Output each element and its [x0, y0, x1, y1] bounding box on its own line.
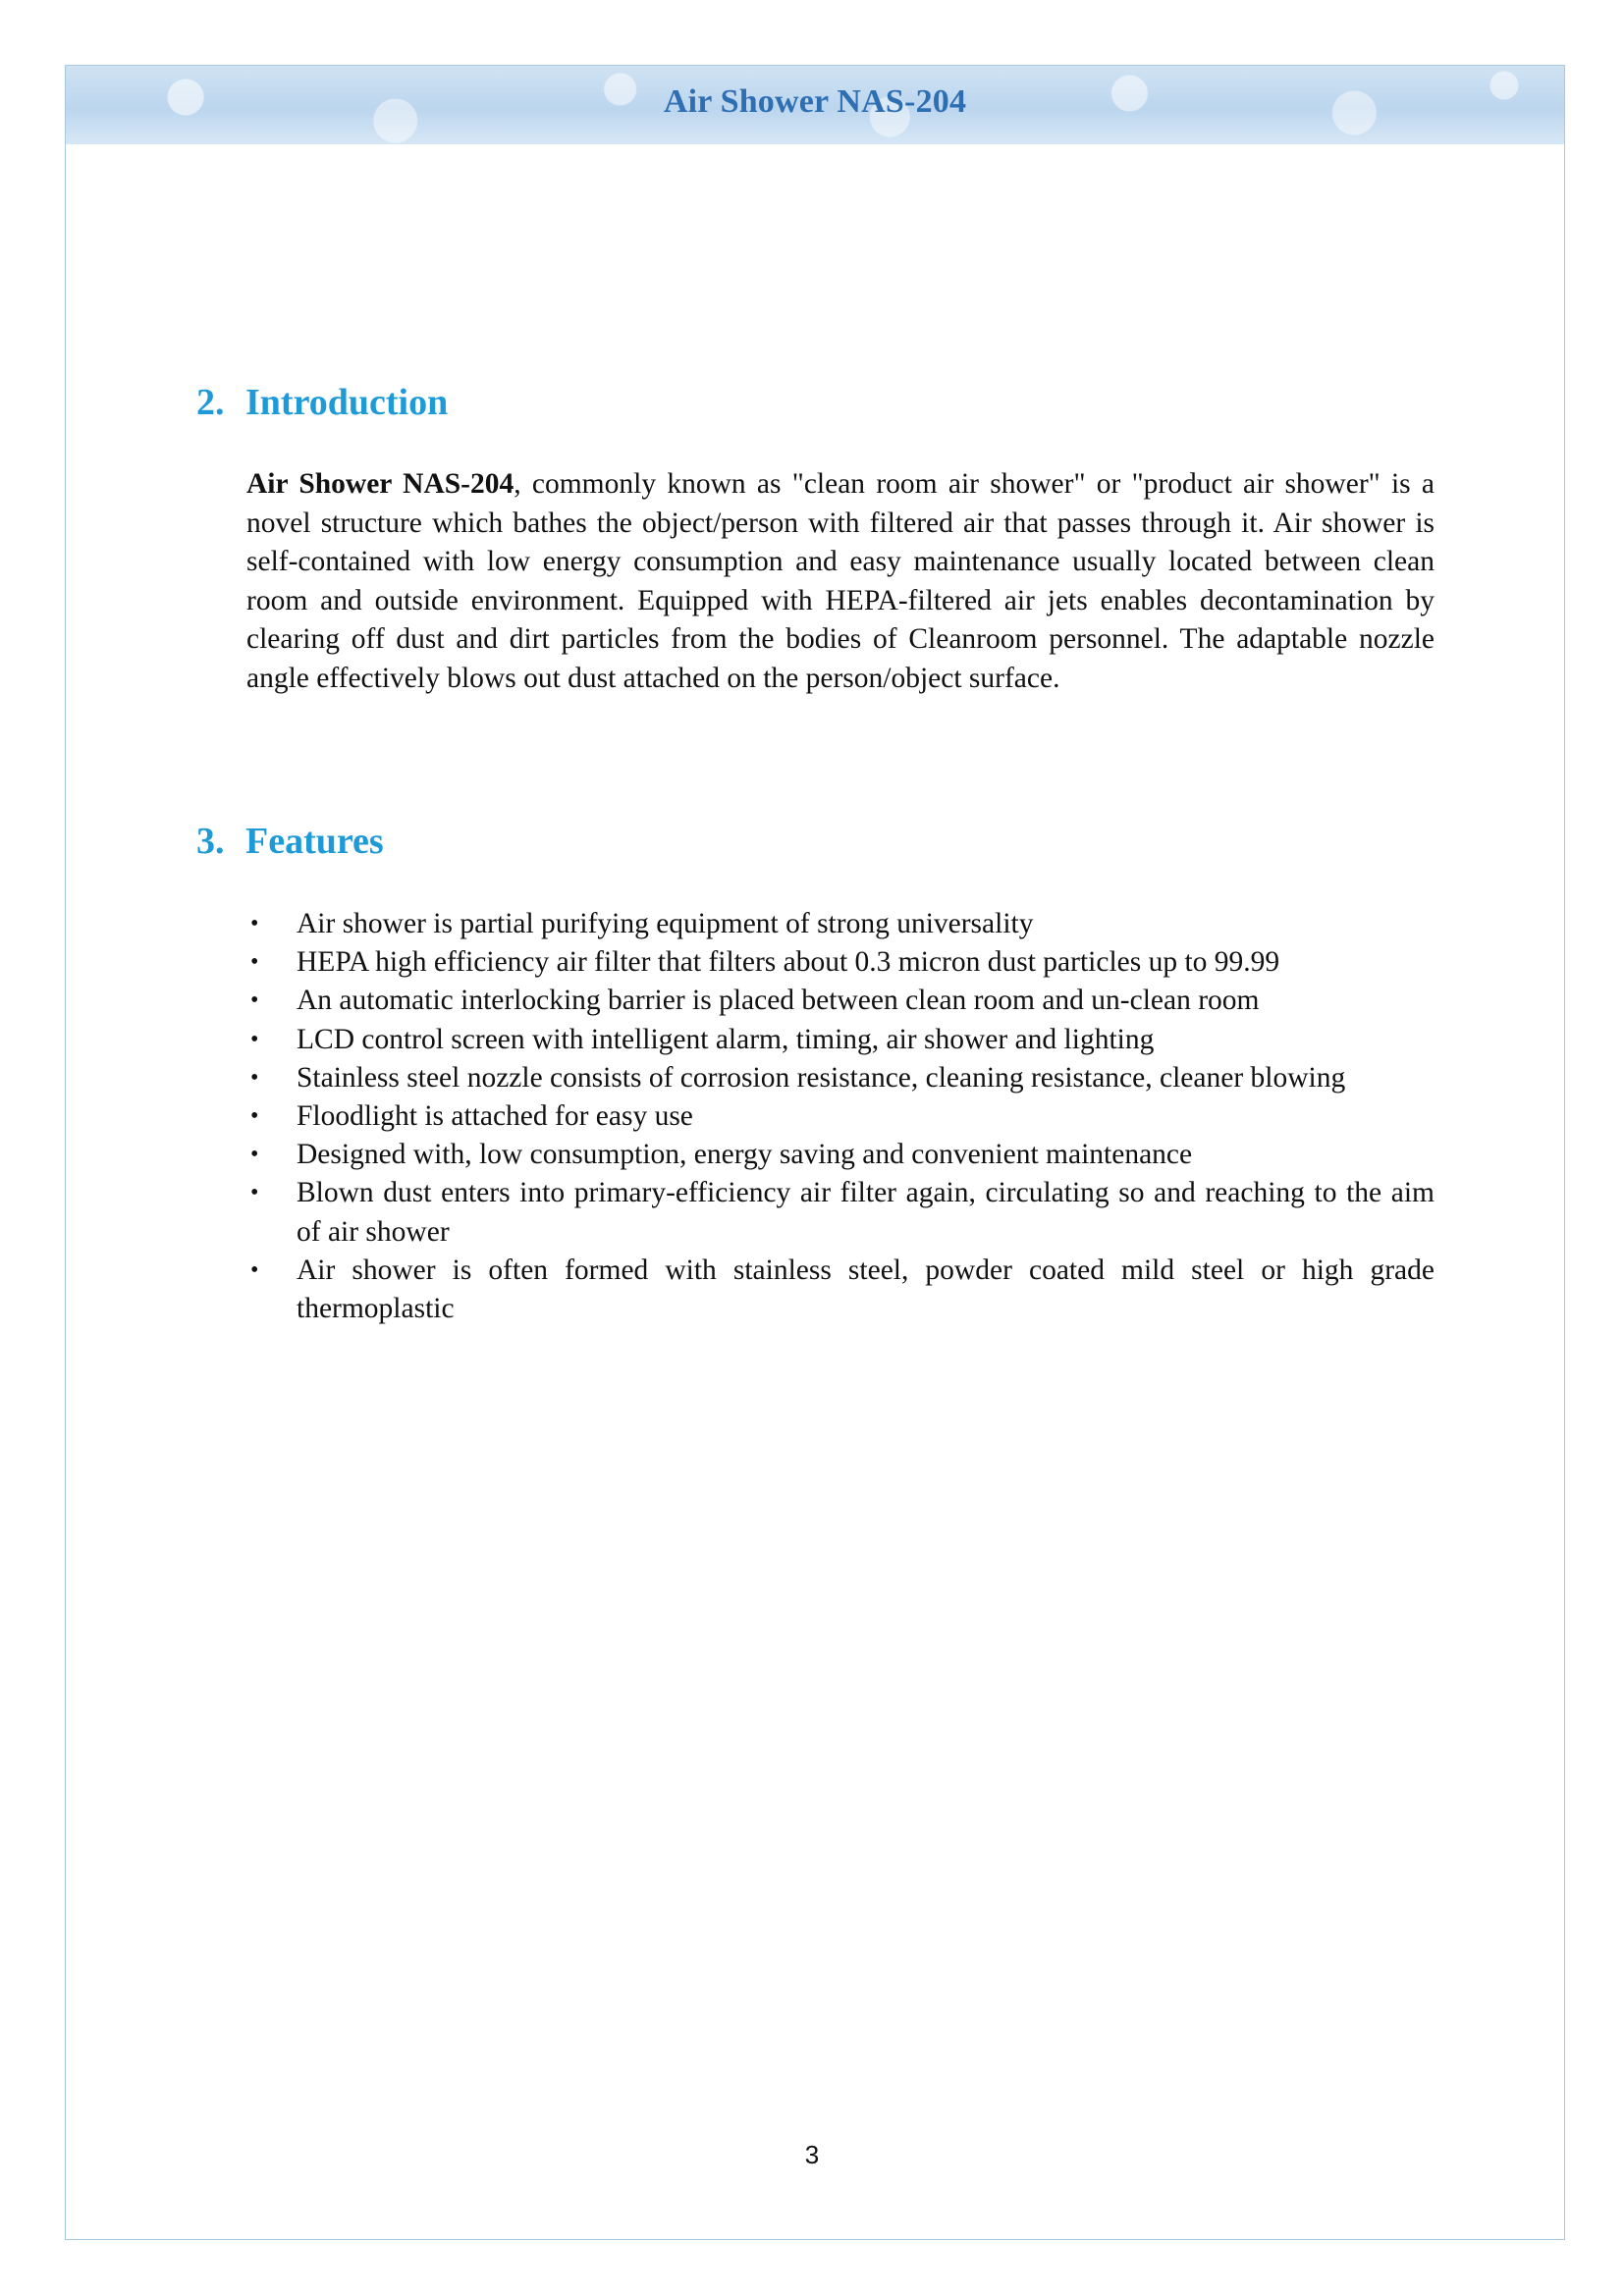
feature-item	[246, 943, 1435, 982]
header-banner	[66, 66, 1564, 144]
bullet-icon: •	[250, 1256, 259, 1283]
introduction-paragraph	[246, 465, 1435, 698]
bullet-icon: •	[250, 1064, 259, 1091]
page-number: 3	[804, 2140, 820, 2169]
bullet-icon: •	[250, 949, 259, 976]
product-name: Air Shower NAS-204	[246, 468, 514, 500]
feature-text: HEPA high efficiency air filter that filters about 0.3 micron dust particles up to 99.99	[297, 946, 1280, 979]
feature-item	[246, 1252, 1435, 1328]
feature-item	[246, 1059, 1435, 1097]
feature-text: Air shower is often formed with stainless steel, powder coated mild steel or high grade thermoplastic	[297, 1254, 1435, 1325]
feature-text: Designed with, low consumption, energy saving and convenient maintenance	[297, 1139, 1193, 1171]
feature-text: Stainless steel nozzle consists of corrosion resistance, cleaning resistance, cleaner blowing	[297, 1061, 1346, 1094]
feature-item	[246, 1097, 1435, 1136]
bullet-icon: •	[250, 1142, 259, 1168]
bullet-icon: •	[250, 1026, 259, 1052]
introduction-body: , commonly known as "clean room air shower" or "product air shower" is a novel structure which bathes the object/person with filtered air that passes through it. Air shower is self-contained with low energy consumption and easy maintenance usually located between clean room and outside environment. Equipped with HEPA-filtered air jets enables decontamination by clearing off dust and dirt particles from the bodies of Cleanroom personnel. The adaptable nozzle angle effectively blows out dust attached on the person/object surface.	[246, 468, 1435, 694]
introduction-heading	[196, 381, 448, 424]
introduction-number: 2.	[196, 382, 225, 423]
feature-text: An automatic interlocking barrier is placed between clean room and un-clean room	[297, 985, 1260, 1017]
feature-item	[246, 1136, 1435, 1174]
bullet-icon: •	[250, 1103, 259, 1130]
introduction-heading-text: Introduction	[245, 382, 449, 423]
feature-text: Air shower is partial purifying equipment of strong universality	[297, 908, 1034, 939]
bullet-icon: •	[250, 911, 259, 936]
features-list	[246, 905, 1435, 1328]
feature-item	[246, 1174, 1435, 1251]
feature-item	[246, 905, 1435, 943]
feature-text: Blown dust enters into primary-efficiency air filter again, circulating so and reaching to the aim of air shower	[297, 1177, 1435, 1248]
features-heading	[196, 820, 384, 863]
bullet-icon: •	[250, 1180, 259, 1206]
bullet-icon: •	[250, 988, 259, 1014]
feature-text: Floodlight is attached for easy use	[297, 1100, 693, 1133]
document-title: Air Shower NAS-204	[663, 83, 967, 120]
features-number: 3.	[196, 821, 225, 862]
feature-item	[246, 982, 1435, 1020]
features-heading-text: Features	[245, 821, 384, 862]
feature-text: LCD control screen with intelligent alarm, timing, air shower and lighting	[297, 1023, 1155, 1055]
feature-item	[246, 1021, 1435, 1059]
